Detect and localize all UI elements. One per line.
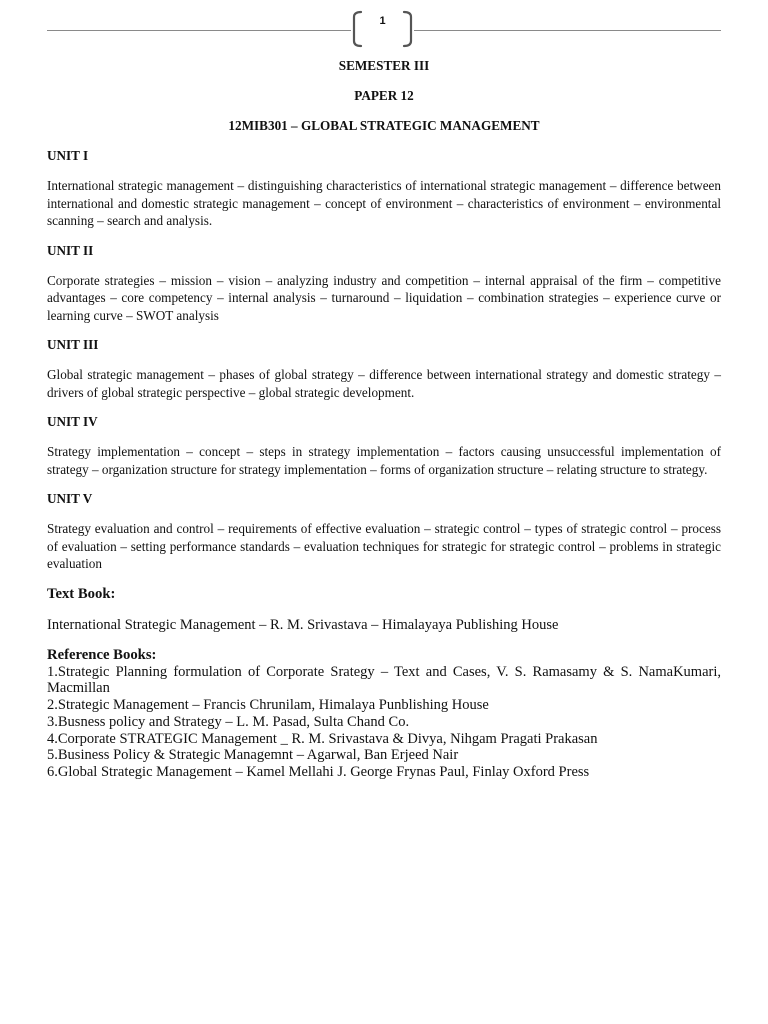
reference-book-item: 2.Strategic Management – Francis Chrunilam, Himalaya Punblishing House	[47, 697, 489, 714]
header-rule-right	[414, 30, 721, 31]
page-number-badge	[351, 10, 414, 48]
reference-books-list	[47, 664, 721, 782]
unit-3-heading: UNIT III	[47, 337, 99, 352]
page-header	[0, 10, 768, 50]
reference-book-item: 3.Busness policy and Strategy – L. M. Pasad, Sulta Chand Co.	[47, 713, 410, 730]
unit-4-body: Strategy implementation – concept – steps in strategy implementation – factors causing unsuccessful implementation of strategy – organization structure for strategy implementation – forms of organization structure – relating structure to strategy.	[47, 444, 721, 477]
unit-2-heading: UNIT II	[47, 242, 94, 258]
unit-2-body: Corporate strategies – mission – vision – analyzing industry and competition – internal appraisal of the firm – competitive advantages – core competency – internal analysis – turnaround – liquidation – combination strategies – experience curve or learning curve – SWOT analysis	[47, 272, 721, 323]
page-number: 1	[379, 15, 386, 27]
reference-book-item: 1.Strategic Planning formulation of Corporate Srategy – Text and Cases, V. S. Ramasamy & S. NamaKumari, Macmillan	[47, 663, 721, 697]
reference-book-item: 5.Business Policy & Strategic Managemnt – Agarwal, Ban Erjeed Nair	[47, 747, 459, 764]
unit-5-heading: UNIT V	[47, 491, 93, 506]
semester-title: SEMESTER III	[338, 58, 430, 73]
reference-book-item: 4.Corporate STRATEGIC Management _ R. M. Srivastava & Divya, Nihgam Pragati Prakasan	[47, 730, 598, 747]
reference-books-heading: Reference Books:	[47, 646, 157, 663]
unit-4-heading: UNIT IV	[47, 414, 98, 429]
unit-1-heading: UNIT I	[47, 148, 89, 163]
unit-1-body: International strategic management – distinguishing characteristics of international strategic management – difference between international and domestic strategic management – concept of environment – characteristics of environment – environmental scanning – search and analysis.	[47, 178, 721, 228]
header-rule-left	[47, 30, 351, 31]
reference-book-item: 6.Global Strategic Management – Kamel Mellahi J. George Frynas Paul, Finlay Oxford Press	[47, 764, 590, 781]
unit-5-body: Strategy evaluation and control – requirements of effective evaluation – strategic control – types of strategic control – process of evaluation – setting performance standards – evaluation techniques for strategic for strategic control – problems in strategic evaluation	[47, 521, 721, 571]
unit-3-body: Global strategic management – phases of global strategy – difference between international strategy and domestic strategy – drivers of global strategic perspective – global strategic development.	[47, 367, 721, 400]
text-book-entry: International Strategic Management – R. M. Srivastava – Himalayaya Publishing House	[47, 616, 559, 633]
paper-title: PAPER 12	[354, 88, 414, 103]
course-title: 12MIB301 – GLOBAL STRATEGIC MANAGEMENT	[228, 118, 540, 133]
text-book-heading: Text Book:	[47, 585, 116, 602]
syllabus-content	[47, 57, 721, 781]
